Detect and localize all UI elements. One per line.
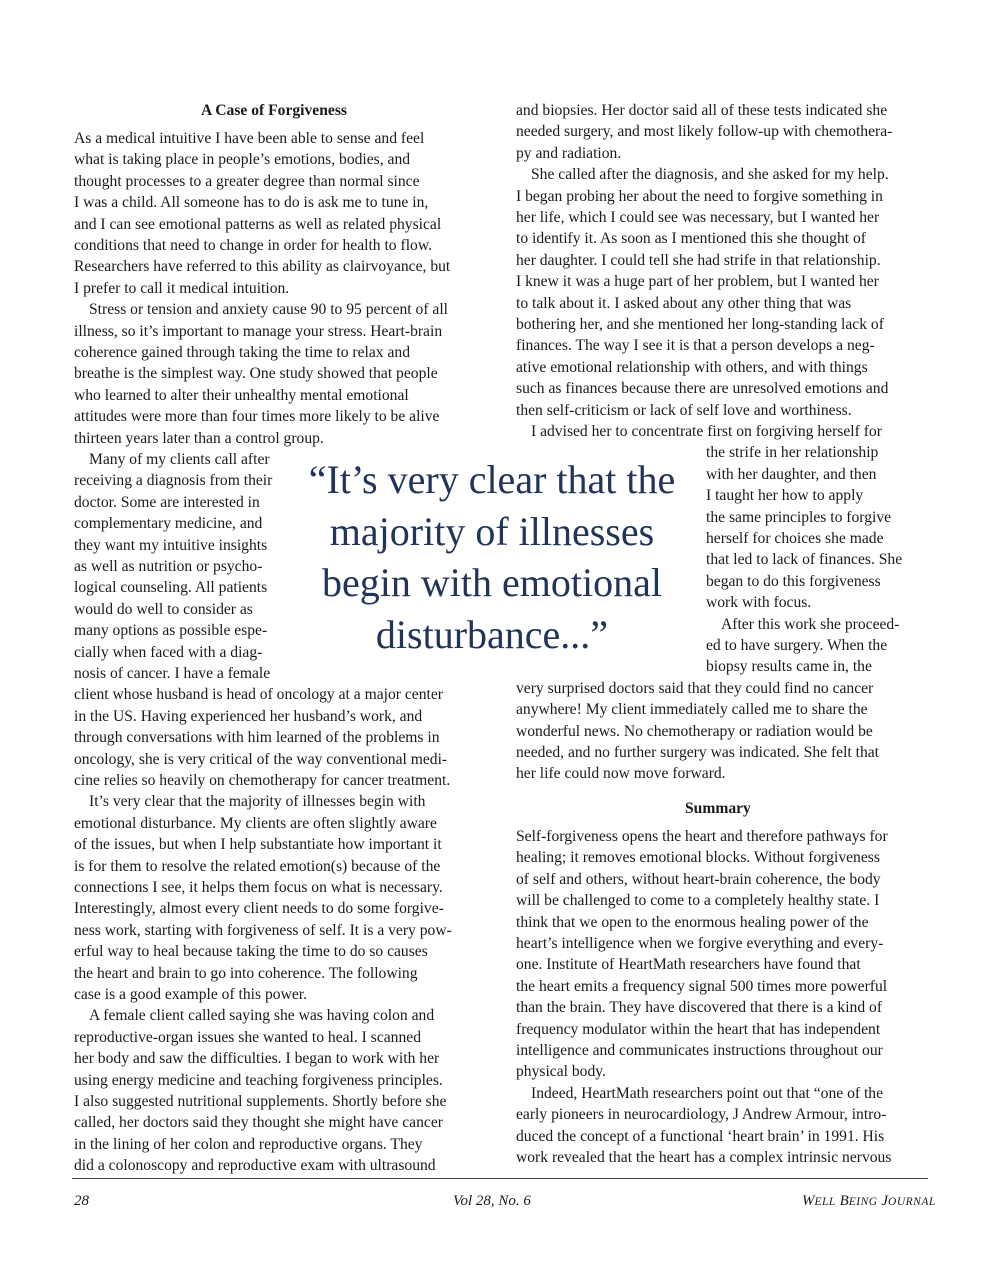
text-line: emotional disturbance. My clients are often slightly aware bbox=[74, 814, 437, 832]
text-line: with her daughter, and then bbox=[706, 465, 877, 483]
text-line: ative emotional relationship with others, and with things bbox=[516, 358, 868, 376]
text-line: her body and saw the difficulties. I began to work with her bbox=[74, 1050, 440, 1068]
text-line: who learned to alter their unhealthy mental emotional bbox=[74, 386, 409, 404]
text-line: and biopsies. Her doctor said all of these tests indicated she bbox=[516, 102, 888, 119]
text-line: using energy medicine and teaching forgiveness principles. bbox=[74, 1071, 443, 1089]
text-line: will be challenged to come to a completely healthy state. I bbox=[516, 892, 880, 910]
text-line: of self and others, without heart-brain coherence, the body bbox=[516, 870, 881, 888]
text-line: the strife in her relationship bbox=[706, 444, 879, 462]
text-line: the same principles to forgive bbox=[706, 508, 892, 526]
journal-name-part: EING bbox=[848, 1196, 878, 1208]
text-line: Researchers have referred to this ability as clairvoyance, but bbox=[74, 258, 451, 276]
text-line: cine relies so heavily on chemotherapy for cancer treatment. bbox=[74, 772, 451, 789]
text-line: finances. The way I see it is that a person develops a neg- bbox=[516, 337, 875, 355]
pull-quote-line: “It’s very clear that the bbox=[308, 457, 676, 502]
text-line: oncology, she is very critical of the way conventional medi- bbox=[74, 750, 448, 768]
text-line: thought processes to a greater degree than normal since bbox=[74, 172, 420, 190]
text-line: As a medical intuitive I have been able to sense and feel bbox=[74, 130, 425, 147]
page-number: 28 bbox=[74, 1193, 89, 1209]
text-line: in the lining of her colon and reproductive organs. They bbox=[74, 1135, 423, 1153]
text-line: began to do this forgiveness bbox=[706, 572, 881, 590]
text-line: think that we open to the enormous healing power of the bbox=[516, 913, 869, 931]
text-line: heart’s intelligence when we forgive everything and every- bbox=[516, 935, 884, 952]
text-line: ness work, starting with forgiveness of self. It is a very pow- bbox=[74, 921, 452, 939]
text-line: of the issues, but when I help substantiate how important it bbox=[74, 836, 442, 854]
text-line: one. Institute of HeartMath researchers have found that bbox=[516, 956, 861, 974]
text-line: Interestingly, almost every client needs to do some forgive- bbox=[74, 900, 444, 918]
text-line: connections I see, it helps them focus on what is necessary. bbox=[74, 879, 443, 896]
text-line: erful way to heal because taking the time to do so causes bbox=[74, 943, 428, 961]
text-line: illness, so it’s important to manage your stress. Heart-brain bbox=[74, 322, 443, 340]
text-line: client whose husband is head of oncology at a major center bbox=[74, 686, 443, 704]
text-line: they want my intuitive insights bbox=[74, 536, 268, 554]
text-line: needed surgery, and most likely follow-up with chemothera- bbox=[516, 123, 893, 141]
text-line: work revealed that the heart has a complex intrinsic nervous bbox=[516, 1149, 892, 1166]
pull-quote-line: begin with emotional bbox=[322, 560, 662, 605]
text-line: physical body. bbox=[516, 1063, 606, 1081]
text-line: frequency modulator within the heart that has independent bbox=[516, 1020, 881, 1038]
text-line: I prefer to call it medical intuition. bbox=[74, 279, 290, 297]
text-line: what is taking place in people’s emotions, bodies, and bbox=[74, 151, 411, 169]
text-line: as well as nutrition or psycho- bbox=[74, 558, 263, 575]
pull-quote-line: majority of illnesses bbox=[329, 508, 655, 554]
text-line: to talk about it. I asked about any other thing that was bbox=[516, 294, 852, 312]
text-line: bothering her, and she mentioned her long-standing lack of bbox=[516, 316, 884, 333]
text-line: very surprised doctors said that they could find no cancer bbox=[516, 679, 874, 697]
journal-name-part: B bbox=[839, 1193, 849, 1209]
text-line: her life could now move forward. bbox=[516, 765, 726, 783]
text-line: many options as possible espe- bbox=[74, 622, 268, 640]
text-line: in the US. Having experienced her husband’s work, and bbox=[74, 707, 423, 725]
journal-name-part: ELL bbox=[814, 1196, 836, 1208]
text-line: early pioneers in neurocardiology, J Andrew Armour, intro- bbox=[516, 1106, 887, 1124]
text-line: logical counseling. All patients bbox=[74, 579, 268, 597]
text-line: reproductive-organ issues she wanted to heal. I scanned bbox=[74, 1028, 421, 1046]
text-line: is for them to resolve the related emotion(s) because of the bbox=[74, 857, 441, 875]
text-line: I also suggested nutritional supplements. Shortly before she bbox=[74, 1093, 447, 1110]
text-line: nosis of cancer. I have a female bbox=[74, 665, 271, 682]
text-line: cially when faced with a diag- bbox=[74, 643, 263, 661]
text-line: herself for choices she made bbox=[706, 530, 884, 547]
text-line: the heart and brain to go into coherence. The following bbox=[74, 964, 418, 982]
summary-heading: Summary bbox=[685, 800, 751, 817]
text-line: conditions that need to change in order for health to flow. bbox=[74, 237, 432, 254]
text-line: doctor. Some are interested in bbox=[74, 493, 260, 511]
text-line: her life, which I could see was necessary, but I wanted her bbox=[516, 209, 880, 226]
text-line: through conversations with him learned of the problems in bbox=[74, 729, 440, 747]
text-line: receiving a diagnosis from their bbox=[74, 472, 273, 490]
journal-name-part: OURNAL bbox=[888, 1196, 936, 1208]
text-line: anywhere! My client immediately called me to share the bbox=[516, 701, 868, 719]
text-line: Self-forgiveness opens the heart and therefore pathways for bbox=[516, 828, 888, 845]
text-line: Stress or tension and anxiety cause 90 to 95 percent of all bbox=[89, 301, 448, 319]
text-line: biopsy results came in, the bbox=[706, 658, 872, 676]
text-line: She called after the diagnosis, and she asked for my help. bbox=[531, 166, 889, 184]
text-line: Indeed, HeartMath researchers point out that “one of the bbox=[531, 1084, 884, 1102]
text-line: would do well to consider as bbox=[74, 600, 253, 618]
pull-quote-line: disturbance...” bbox=[375, 611, 609, 657]
text-line: breathe is the simplest way. One study showed that people bbox=[74, 365, 438, 383]
text-line: I began probing her about the need to forgive something in bbox=[516, 187, 883, 205]
text-line: A female client called saying she was having colon and bbox=[89, 1007, 435, 1025]
text-line: py and radiation. bbox=[516, 144, 622, 162]
text-line: than the brain. They have discovered that there is a kind of bbox=[516, 999, 883, 1017]
text-line: After this work she proceed- bbox=[721, 615, 900, 633]
text-line: the heart emits a frequency signal 500 times more powerful bbox=[516, 977, 888, 995]
journal-name-part: J bbox=[881, 1193, 889, 1209]
pull-quote bbox=[288, 454, 696, 660]
text-line: wonderful news. No chemotherapy or radiation would be bbox=[516, 722, 873, 740]
text-line: I was a child. All someone has to do is ask me to tune in, bbox=[74, 194, 429, 212]
text-line: It’s very clear that the majority of illnesses begin with bbox=[89, 793, 426, 811]
text-line: I taught her how to apply bbox=[706, 487, 864, 505]
text-line: complementary medicine, and bbox=[74, 515, 263, 533]
text-line: I advised her to concentrate first on forgiving herself for bbox=[531, 423, 882, 440]
issue-label: Vol 28, No. 6 bbox=[453, 1193, 531, 1209]
text-line: to identify it. As soon as I mentioned this she thought of bbox=[516, 230, 866, 248]
text-line: case is a good example of this power. bbox=[74, 986, 307, 1003]
text-line: did a colonoscopy and reproductive exam with ultrasound bbox=[74, 1157, 436, 1175]
journal-name-part: W bbox=[802, 1193, 815, 1209]
journal-name bbox=[802, 1193, 936, 1210]
text-line: work with focus. bbox=[706, 594, 812, 612]
text-line: called, her doctors said they thought she might have cancer bbox=[74, 1114, 443, 1132]
text-line: such as finances because there are unresolved emotions and bbox=[516, 380, 889, 398]
text-line: thirteen years later than a control group. bbox=[74, 429, 324, 447]
text-line: and I can see emotional patterns as well as related physical bbox=[74, 215, 442, 233]
text-line: Many of my clients call after bbox=[89, 451, 270, 468]
text-line: attitudes were more than four times more likely to be alive bbox=[74, 408, 440, 426]
text-line: needed, and no further surgery was indicated. She felt that bbox=[516, 744, 880, 761]
text-line: I knew it was a huge part of her problem, but I wanted her bbox=[516, 273, 879, 291]
footer-rule bbox=[72, 1178, 928, 1179]
text-line: intelligence and communicates instructions throughout our bbox=[516, 1042, 883, 1059]
text-line: duced the concept of a functional ‘heart brain’ in 1991. His bbox=[516, 1127, 885, 1145]
text-line: ed to have surgery. When the bbox=[706, 637, 888, 654]
text-line: that led to lack of finances. She bbox=[706, 551, 903, 569]
text-line: her daughter. I could tell she had strife in that relationship. bbox=[516, 251, 881, 269]
text-line: healing; it removes emotional blocks. Without forgiveness bbox=[516, 849, 880, 867]
section-heading: A Case of Forgiveness bbox=[201, 102, 347, 119]
text-line: then self-criticism or lack of self love and worthiness. bbox=[516, 401, 852, 419]
text-line: coherence gained through taking the time to relax and bbox=[74, 344, 411, 361]
